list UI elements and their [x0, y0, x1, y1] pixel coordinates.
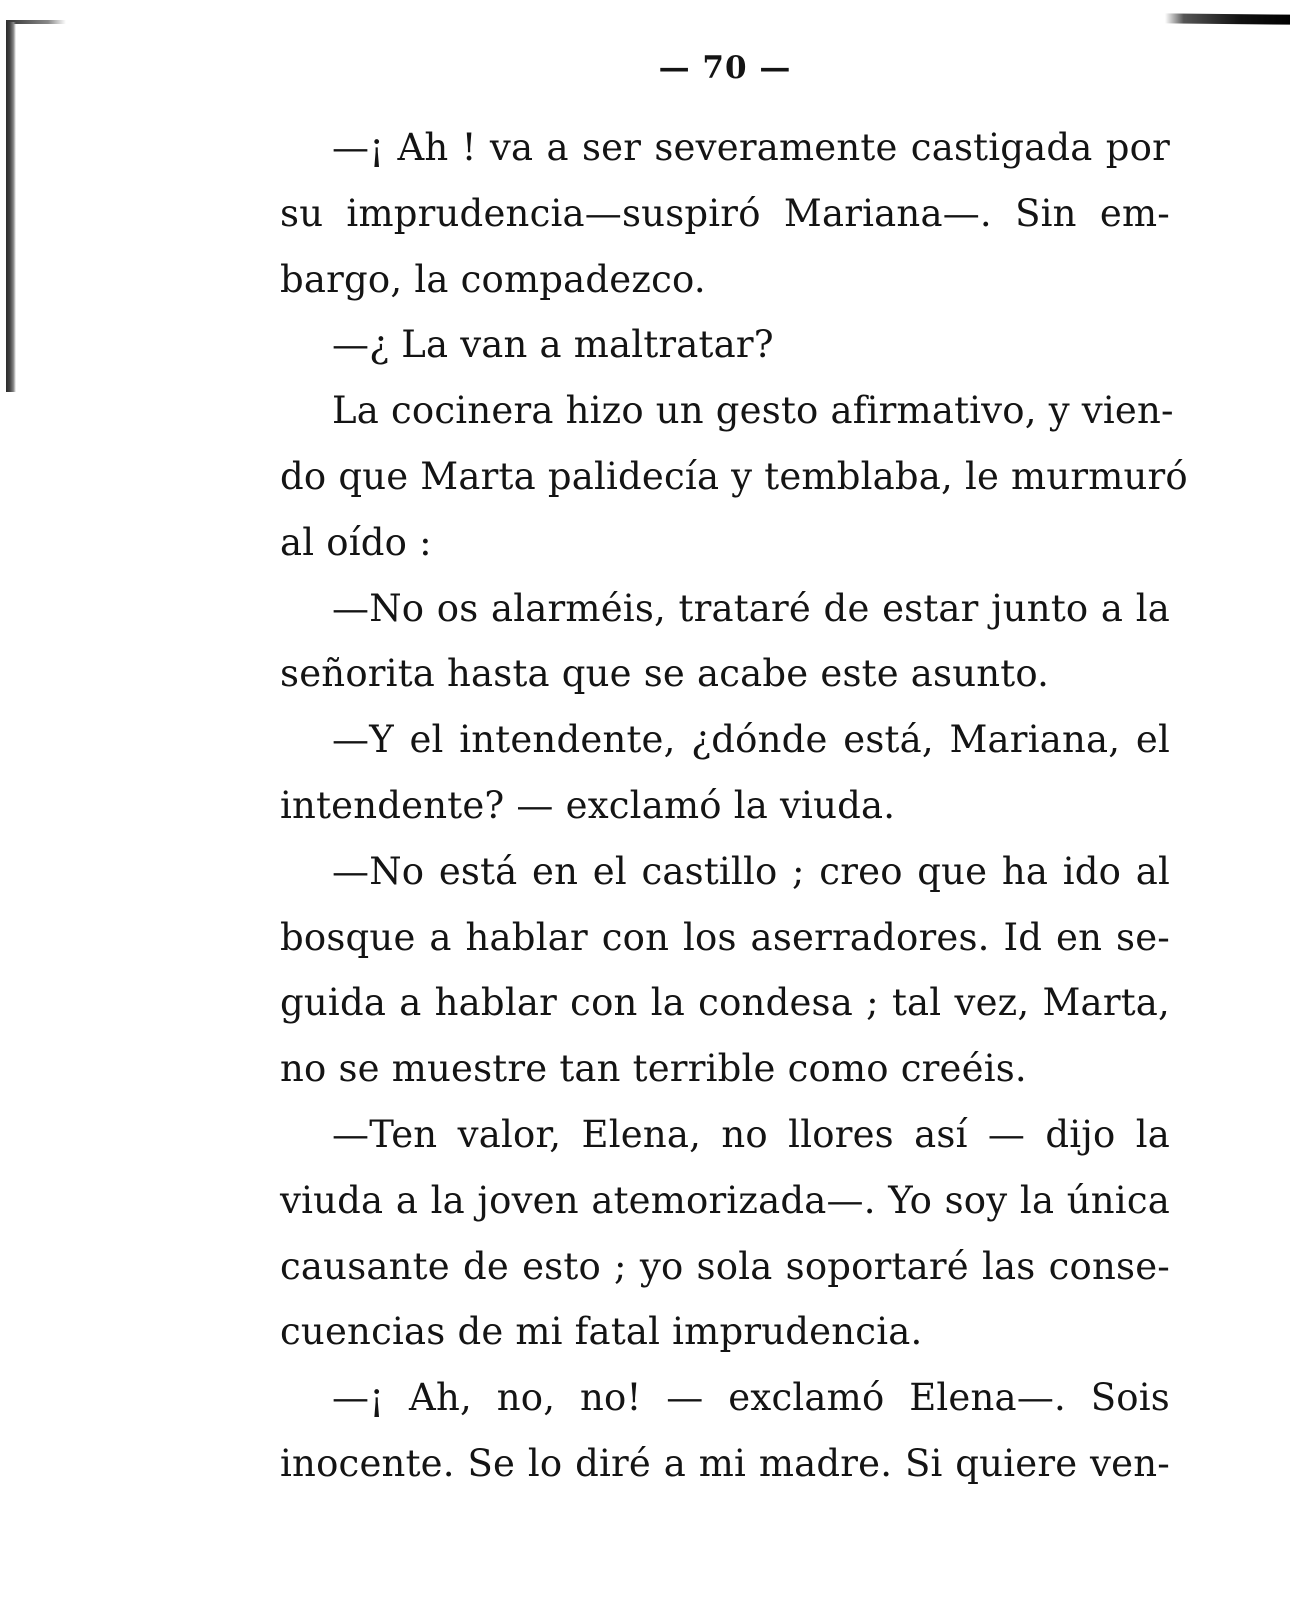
- text-line: bargo, la compadezco.: [280, 257, 706, 301]
- text-line: do que Marta palidecía y temblaba, le murmuró: [280, 454, 1188, 498]
- scan-mark-top-right: [1165, 13, 1290, 24]
- text-line: —No os alarméis, trataré de estar junto a la: [332, 586, 1170, 630]
- text-line: —No está en el castillo ; creo que ha ido al: [332, 849, 1170, 893]
- text-line: cuencias de mi fatal imprudencia.: [280, 1310, 923, 1354]
- text-line: al oído :: [280, 520, 432, 564]
- text-line: causante de esto ; yo sola soportaré las conse-: [280, 1244, 1170, 1288]
- body-text: [280, 115, 1188, 1497]
- text-line: —¡ Ah ! va a ser severamente castigada por: [332, 126, 1170, 169]
- text-line: viuda a la joven atemorizada—. Yo soy la única: [280, 1178, 1170, 1222]
- text-line: intendente? — exclamó la viuda.: [280, 783, 896, 827]
- text-line: bosque a hablar con los aserradores. Id en se-: [280, 915, 1170, 959]
- page-number: — 70 —: [658, 50, 792, 86]
- text-line: guida a hablar con la condesa ; tal vez, Marta,: [280, 981, 1170, 1025]
- text-line: —¿ La van a maltratar?: [332, 323, 774, 367]
- text-line: —Ten valor, Elena, no llores así — dijo la: [332, 1112, 1170, 1156]
- text-line: —Y el intendente, ¿dónde está, Mariana, el: [332, 718, 1170, 762]
- text-line: señorita hasta que se acabe este asunto.: [280, 652, 1050, 696]
- text-line: La cocinera hizo un gesto afirmativo, y vien-: [332, 389, 1174, 433]
- text-line: su imprudencia—suspiró Mariana—. Sin em-: [280, 191, 1170, 235]
- text-line: —¡ Ah, no, no! — exclamó Elena—. Sois: [332, 1376, 1170, 1420]
- text-line: no se muestre tan terrible como creéis.: [280, 1047, 1027, 1091]
- text-line: inocente. Se lo diré a mi madre. Si quiere ven-: [280, 1441, 1170, 1485]
